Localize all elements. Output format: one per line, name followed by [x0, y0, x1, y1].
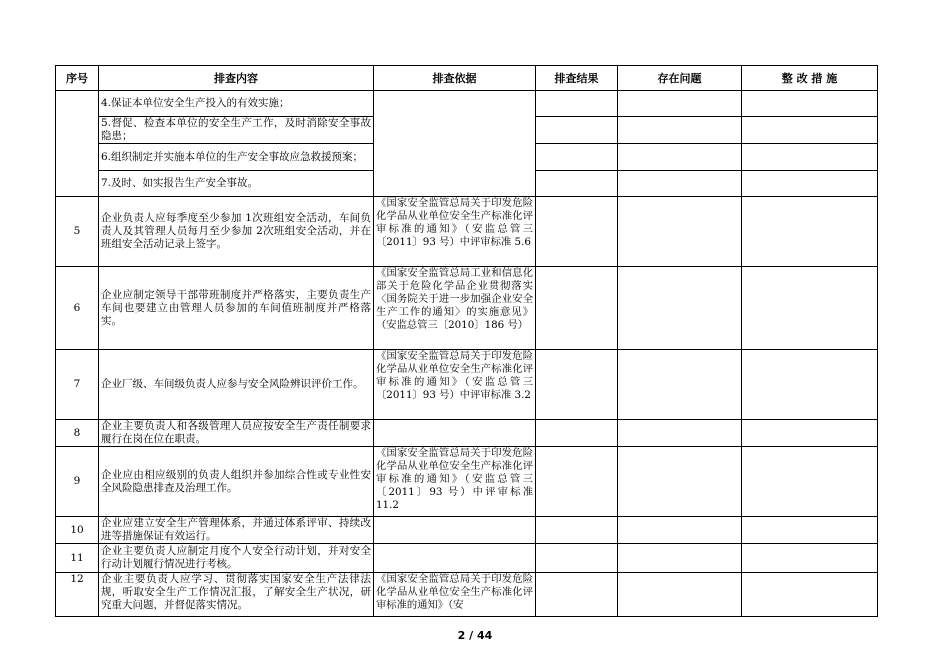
header-no: 序号	[56, 66, 99, 91]
result-cell[interactable]	[536, 544, 618, 573]
issue-cell[interactable]	[618, 91, 742, 117]
row-no: 12	[56, 573, 99, 617]
page-number: 2 / 44	[457, 629, 493, 642]
result-cell[interactable]	[536, 197, 618, 267]
row-basis: 《国家安全监管总局关于印发危险化学品从业单位安全生产标准化评审标准的通知》（安监总管三〔2011〕93 号）中评审标准 11.2	[374, 447, 536, 517]
result-cell[interactable]	[536, 267, 618, 350]
fix-cell[interactable]	[742, 447, 878, 517]
header-content: 排查内容	[99, 66, 374, 91]
row-no: 8	[56, 420, 99, 447]
row-no: 9	[56, 447, 99, 517]
row-basis	[374, 517, 536, 544]
row-content: 企业应由相应级别的负责人组织并参加综合性或专业性安全风险隐患排查及治理工作。	[99, 447, 374, 517]
table-row	[56, 447, 878, 517]
issue-cell[interactable]	[618, 544, 742, 573]
row-content: 4.保证本单位安全生产投入的有效实施；	[99, 91, 374, 117]
result-cell[interactable]	[536, 517, 618, 544]
result-cell[interactable]	[536, 350, 618, 420]
row-basis: 《国家安全监管总局关于印发危险化学品从业单位安全生产标准化评审标准的通知》（安监总管三〔2011〕93 号）中评审标准 5.6	[374, 197, 536, 267]
row-basis: 《国家安全监管总局关于印发危险化学品从业单位安全生产标准化评审标准的通知》（安监总管三〔2011〕93 号）中评审标准 3.2	[374, 350, 536, 420]
row-content: 企业主要负责人应学习、贯彻落实国家安全生产法律法规，听取安全生产工作情况汇报，了解安全生产状况，研究重大问题，并督促落实情况。	[99, 573, 374, 617]
fix-cell[interactable]	[742, 197, 878, 267]
issue-cell[interactable]	[618, 117, 742, 144]
row-basis: 《国家安全监管总局工业和信息化部关于危险化学品企业贯彻落实〈国务院关于进一步加强企业安全生产工作的通知〉的实施意见》（安监总管三〔2010〕186 号）	[374, 267, 536, 350]
issue-cell[interactable]	[618, 144, 742, 171]
row-content: 6.组织制定并实施本单位的生产安全事故应急救援预案；	[99, 144, 374, 171]
result-cell[interactable]	[536, 171, 618, 197]
issue-cell[interactable]	[618, 197, 742, 267]
table-header-row	[56, 66, 878, 91]
table-row	[56, 517, 878, 544]
fix-cell[interactable]	[742, 350, 878, 420]
issue-cell[interactable]	[618, 171, 742, 197]
row-basis	[374, 544, 536, 573]
table-row	[56, 91, 878, 117]
table-row	[56, 350, 878, 420]
row-basis	[374, 420, 536, 447]
fix-cell[interactable]	[742, 420, 878, 447]
table-row	[56, 544, 878, 573]
row-content: 企业主要负责人应制定月度个人安全行动计划，并对安全行动计划履行情况进行考核。	[99, 544, 374, 573]
row-content: 企业负责人应每季度至少参加 1次班组安全活动，车间负责人及其管理人员每月至少参加 2次班组安全活动，并在班组安全活动记录上签字。	[99, 197, 374, 267]
issue-cell[interactable]	[618, 573, 742, 617]
result-cell[interactable]	[536, 573, 618, 617]
row-no-cell	[56, 91, 99, 197]
issue-cell[interactable]	[618, 267, 742, 350]
fix-cell[interactable]	[742, 91, 878, 117]
row-no: 11	[56, 544, 99, 573]
issue-cell[interactable]	[618, 350, 742, 420]
header-result: 排查结果	[536, 66, 618, 91]
table-row	[56, 573, 878, 617]
row-no: 5	[56, 197, 99, 267]
table-row	[56, 197, 878, 267]
fix-cell[interactable]	[742, 573, 878, 617]
fix-cell[interactable]	[742, 144, 878, 171]
row-no: 6	[56, 267, 99, 350]
result-cell[interactable]	[536, 91, 618, 117]
row-content: 企业应建立安全生产管理体系，并通过体系评审、持续改进等措施保证有效运行。	[99, 517, 374, 544]
fix-cell[interactable]	[742, 267, 878, 350]
fix-cell[interactable]	[742, 171, 878, 197]
inspection-table	[55, 65, 878, 617]
row-content: 企业主要负责人和各级管理人员应按安全生产责任制要求履行在岗在位在职责。	[99, 420, 374, 447]
result-cell[interactable]	[536, 420, 618, 447]
fix-cell[interactable]	[742, 117, 878, 144]
header-basis: 排查依据	[374, 66, 536, 91]
issue-cell[interactable]	[618, 420, 742, 447]
row-no: 7	[56, 350, 99, 420]
row-basis: 《国家安全监管总局关于印发危险化学品从业单位安全生产标准化评审标准的通知》（安	[374, 573, 536, 617]
issue-cell[interactable]	[618, 517, 742, 544]
result-cell[interactable]	[536, 144, 618, 171]
row-content: 企业厂级、车间级负责人应参与安全风险辨识评价工作。	[99, 350, 374, 420]
fix-cell[interactable]	[742, 517, 878, 544]
issue-cell[interactable]	[618, 447, 742, 517]
header-fix: 整 改 措 施	[742, 66, 878, 91]
fix-cell[interactable]	[742, 544, 878, 573]
result-cell[interactable]	[536, 117, 618, 144]
row-content: 7.及时、如实报告生产安全事故。	[99, 171, 374, 197]
row-content: 企业应制定领导干部带班制度并严格落实，主要负责生产车间也要建立由管理人员参加的车间值班制度并严格落实。	[99, 267, 374, 350]
header-issue: 存在问题	[618, 66, 742, 91]
table-row	[56, 267, 878, 350]
row-content: 5.督促、检查本单位的安全生产工作，及时消除安全事故隐患；	[99, 117, 374, 144]
row-basis	[374, 91, 536, 197]
result-cell[interactable]	[536, 447, 618, 517]
table-row	[56, 420, 878, 447]
row-no: 10	[56, 517, 99, 544]
